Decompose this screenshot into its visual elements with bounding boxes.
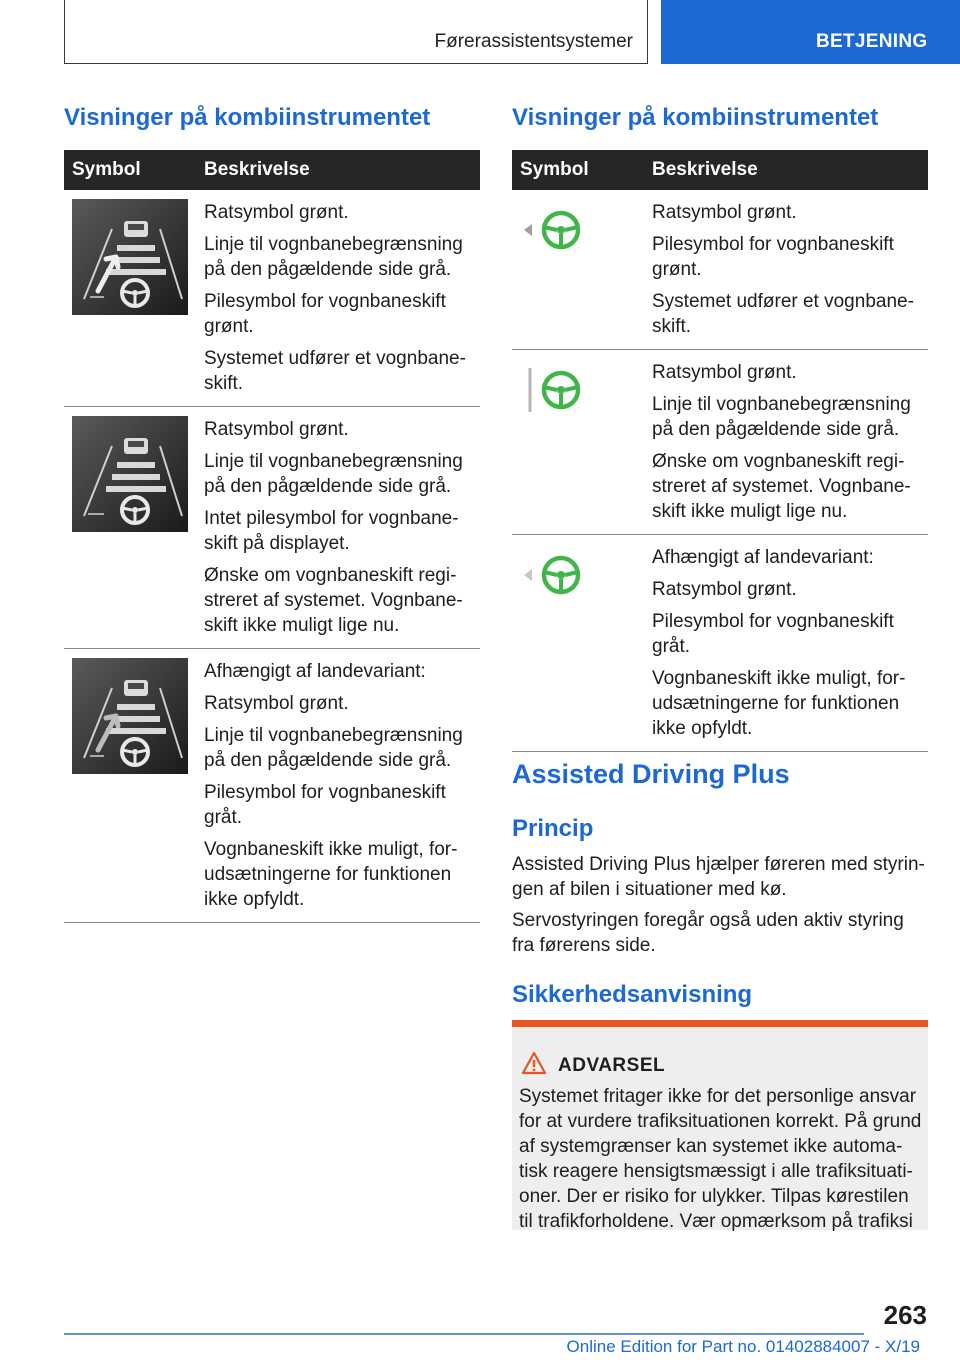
desc-line: Systemet udfører et vognbaneskift. [204,348,466,394]
lane-display-no-arrow-icon [72,416,188,532]
lane-change-arrow-green-display-icon [72,199,188,315]
right-symbol-table [512,150,928,752]
left-symbol-table [64,150,480,923]
desc-line: Pilesymbol for vognbaneskift grønt. [652,234,894,280]
warning-title: ADVARSEL [558,1055,666,1076]
section-title: Assisted Driving Plus [512,759,790,789]
footer-divider [64,1333,864,1335]
header-section-box [64,0,648,64]
table-row [64,649,480,923]
left-heading: Visninger på kombiinstrumentet [64,104,431,131]
right-heading: Visninger på kombiinstrumentet [512,104,879,131]
steering-wheel-grey-arrow-icon [520,551,590,601]
desc-line: Pilesymbol for vognbaneskift gråt. [652,611,894,657]
col-desc-header: Beskrivelse [644,150,928,190]
table-row [512,350,928,535]
table-row [64,190,480,407]
desc-line: Vognbaneskift ikke muligt, forudsætningerne for funktionen ikke opfyldt. [652,668,906,739]
footer-edition: Online Edition for Part no. 01402884007 - X/19 [566,1337,920,1356]
warning-text: Systemet fritager ikke for det personlige ansvar for at vurdere trafiksituationen korrekt. På grund af systemgrænser kan systemet ikke automatisk reagere hensigtsmæssigt i alle trafiksituationer. Der er risiko for ulykker. Tilpas kørestilen til trafikforholdene. Vær opmærksom på trafiksi [519,1086,922,1232]
desc-line: Ønske om vognbaneskift registreret af systemet. Vognbaneskift ikke muligt lige nu. [204,565,463,636]
desc-line: Ratsymbol grønt. [652,202,797,223]
warning-box [512,1020,928,1230]
table-row [64,407,480,649]
steering-wheel-lane-line-icon [520,366,590,416]
header-chapter-tab [661,0,960,64]
col-desc-header: Beskrivelse [196,150,480,190]
steering-wheel-green-arrow-icon [520,206,590,256]
desc-line: Linje til vognbanebegrænsning på den pågældende side grå. [652,394,911,440]
desc-line: Ratsymbol grønt. [652,579,797,600]
desc-line: Linje til vognbanebegrænsning på den pågældende side grå. [204,725,463,771]
desc-line: Pilesymbol for vognbaneskift gråt. [204,782,446,828]
lane-change-arrow-grey-display-icon [72,658,188,774]
desc-line: Pilesymbol for vognbaneskift grønt. [204,291,446,337]
desc-line: Linje til vognbanebegrænsning på den pågældende side grå. [204,234,463,280]
desc-line: Ratsymbol grønt. [204,202,349,223]
desc-line: Ratsymbol grønt. [652,362,797,383]
desc-line: Afhængigt af landevariant: [652,547,874,568]
desc-line: Systemet udfører et vognbaneskift. [652,291,914,337]
col-symbol-header: Symbol [512,150,644,190]
table-row [512,190,928,350]
header-section-title: Førerassistentsystemer [434,31,633,52]
desc-line: Vognbaneskift ikke muligt, forudsætningerne for funktionen ikke opfyldt. [204,839,458,910]
table-row [512,535,928,752]
desc-line: Ratsymbol grønt. [204,693,349,714]
page-number: 263 [883,1300,927,1330]
princip-paragraph-2: Servostyringen foregår også uden aktiv styring fra førerens side. [512,910,904,956]
desc-line: Intet pilesymbol for vognbaneskift på displayet. [204,508,459,554]
desc-line: Ratsymbol grønt. [204,419,349,440]
desc-line: Linje til vognbanebegrænsning på den pågældende side grå. [204,451,463,497]
safety-title: Sikkerhedsanvisning [512,981,753,1008]
warning-triangle-icon [521,1051,547,1075]
header-chapter-title: BETJENING [816,31,928,52]
col-symbol-header: Symbol [64,150,196,190]
princip-paragraph-1: Assisted Driving Plus hjælper føreren med styringen af bilen i situationer med kø. [512,854,925,900]
princip-title: Princip [512,815,594,842]
desc-line: Afhængigt af landevariant: [204,661,426,682]
desc-line: Ønske om vognbaneskift registreret af systemet. Vognbaneskift ikke muligt lige nu. [652,451,911,522]
